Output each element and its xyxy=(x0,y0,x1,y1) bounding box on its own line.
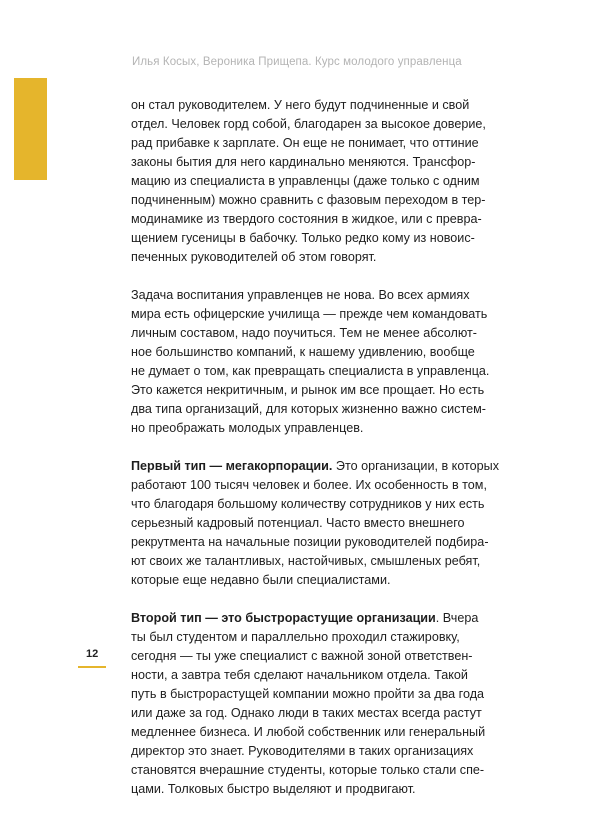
text-line: печенных руководителей об этом говорят. xyxy=(131,250,377,264)
lead-line-rest: Это организации, в которых xyxy=(332,459,500,473)
text-line: рекрутмента на начальные позиции руководителей подбира- xyxy=(131,535,489,549)
text-line: ют своих же талантливых, настойчивых, смышленых ребят, xyxy=(131,554,481,568)
text-line: ное большинство компаний, к нашему удивлению, вообще xyxy=(131,345,475,359)
lead-bold-phrase: Первый тип — мегакорпорации. xyxy=(131,459,333,473)
text-line: что благодаря большому количеству сотрудников у них есть xyxy=(131,497,485,511)
text-line: ности, а завтра тебя сделают начальником отдела. Такой xyxy=(131,668,468,682)
text-line: мира есть офицерские училища — прежде чем командовать xyxy=(131,307,488,321)
text-line: щением гусеницы в бабочку. Только редко кому из новоис- xyxy=(131,231,475,245)
text-line: не думает о том, как превращать специалиста в управленца. xyxy=(131,364,490,378)
text-line: которые еще недавно были специалистами. xyxy=(131,573,391,587)
paragraph-2 xyxy=(131,286,551,438)
text-line: сегодня — ты уже специалист с важной зоной ответствен- xyxy=(131,649,473,663)
text-line: или даже за год. Однако люди в таких местах всегда растут xyxy=(131,706,482,720)
text-line: два типа организаций, для которых жизненно важно систем- xyxy=(131,402,486,416)
paragraph-4 xyxy=(131,609,551,799)
text-line: цами. Толковых быстро выделяют и продвигают. xyxy=(131,782,416,796)
text-line: мацию из специалиста в управленцы (даже только с одним xyxy=(131,174,480,188)
text-line: медленнее бизнеса. И любой собственник или генеральный xyxy=(131,725,486,739)
page-number-underline xyxy=(78,666,106,668)
lead-line-rest: . Вчера xyxy=(435,611,479,625)
text-line: серьезный кадровый потенциал. Часто вместо внешнего xyxy=(131,516,465,530)
text-line: ты был студентом и параллельно проходил стажировку, xyxy=(131,630,460,644)
text-line: Это кажется некритичным, и рынок им все прощает. Но есть xyxy=(131,383,485,397)
paragraph-3 xyxy=(131,457,551,590)
text-line: работают 100 тысяч человек и более. Их особенность в том, xyxy=(131,478,487,492)
text-line: он стал руководителем. У него будут подчиненные и свой xyxy=(131,98,470,112)
text-line: путь в быстрорастущей компании можно пройти за два года xyxy=(131,687,485,701)
body-text xyxy=(131,96,551,818)
text-line: становятся вчерашние студенты, которые только стали спе- xyxy=(131,763,485,777)
text-line: законы бытия для него кардинально меняются. Трансфор- xyxy=(131,155,476,169)
text-line: но преображать молодых управленцев. xyxy=(131,421,364,435)
text-line: отдел. Человек горд собой, благодарен за высокое доверие, xyxy=(131,117,486,131)
paragraph-1 xyxy=(131,96,551,267)
lead-bold-phrase: Второй тип — это быстрорастущие организации xyxy=(131,611,436,625)
text-line: рад прибавке к зарплате. Он еще не понимает, что оттиние xyxy=(131,136,479,150)
text-line: подчиненным) можно сравнить с фазовым переходом в тер- xyxy=(131,193,486,207)
text-line: Задача воспитания управленцев не нова. Во всех армиях xyxy=(131,288,470,302)
page-number: 12 xyxy=(86,648,99,660)
text-line xyxy=(131,609,551,628)
running-header: Илья Косых, Вероника Прищепа. Курс молодого управленца xyxy=(132,56,462,68)
text-line: личным составом, надо поучиться. Тем не менее абсолют- xyxy=(131,326,477,340)
text-line xyxy=(131,457,551,476)
decorative-side-bar xyxy=(14,78,47,180)
text-line: модинамике из твердого состояния в жидкое, или с превра- xyxy=(131,212,482,226)
text-line: директор это знает. Руководителями в таких организациях xyxy=(131,744,474,758)
